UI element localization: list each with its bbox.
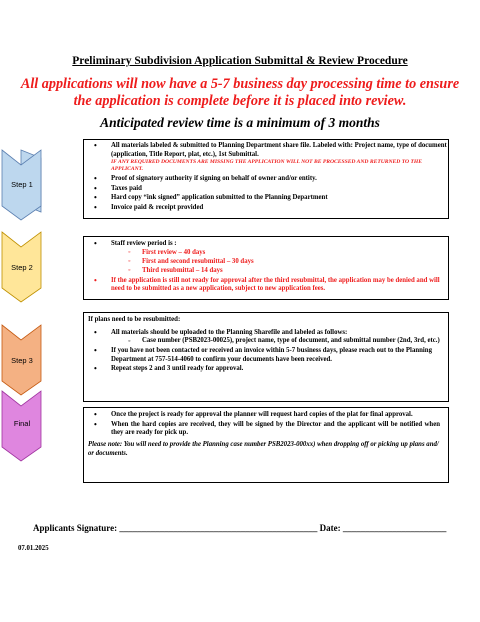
step1-item-text: Hard copy “ink signed” application submitted to the Planning Department: [111, 194, 328, 202]
denial-warning: • If the application is still not ready for approval after the third resubmittal, the application may be denied and will need to be submitted as a new application, subject to new application fees.: [84, 277, 448, 294]
step1-item: [84, 185, 448, 194]
step1-item-text: Taxes paid: [111, 184, 142, 192]
final-item: • When the hard copies are received, they will be signed by the Director and the applicant will be notified when they are ready for pick up.: [84, 421, 448, 438]
review-period: ◦ Third resubmittal – 14 days: [111, 267, 448, 276]
step3-item: [84, 329, 448, 346]
review-period: ◦ First review – 40 days: [111, 249, 448, 258]
step1-item-text: Invoice paid & receipt provided: [111, 204, 204, 212]
step1-item-text: Proof of signatory authority if signing on behalf of owner and/or entity.: [111, 174, 317, 182]
label-format: ◦ Case number (PSB2023-00025), project name, type of document, and submittal number (2nd, 3rd, etc.): [111, 337, 440, 346]
step3-item: • If you have not been contacted or received an invoice within 5-7 business days, please reach out to the Planning Department at 757-514-4060 to confirm your documents have been received.: [84, 347, 448, 364]
step1-label: Step 1: [11, 180, 33, 189]
missing-documents-warning: IF ANY REQUIRED DOCUMENTS ARE MISSING THE APPLICATION WILL NOT BE PROCESSED AND RETURNED TO THE APPLICANT.: [111, 159, 422, 173]
final-label: Final: [13, 419, 31, 428]
revision-date: 07.01.2025: [18, 545, 49, 552]
step1-item: [84, 175, 448, 184]
review-period-intro: Staff review period is :: [111, 240, 177, 247]
review-period-item: [84, 240, 448, 275]
final-box: [83, 407, 449, 483]
step3-box: [83, 312, 449, 402]
review-time-notice: Anticipated review time is a minimum of 3 months: [100, 115, 380, 130]
document-title: Preliminary Subdivision Application Submittal & Review Procedure: [72, 55, 408, 67]
step3-item: • Repeat steps 2 and 3 until ready for approval.: [84, 365, 448, 374]
step3-item-text: All materials should be uploaded to the Planning Sharefile and labeled as follows:: [111, 328, 348, 336]
step1-item-text: All materials labeled & submitted to Planning Department share file. Labeled with: Project name, type of document (application, Title Report, plat, etc.), 1st Submittal.: [111, 142, 447, 158]
applicant-signature-line: Applicants Signature: ____________________________________________ Date: _______________________: [33, 523, 447, 533]
step3-label: Step 3: [11, 356, 33, 365]
final-item: • Once the project is ready for approval the planner will request hard copies of the plat for final approval.: [84, 411, 448, 420]
step2-box: [83, 236, 449, 300]
step1-item: [84, 204, 448, 213]
processing-notice: All applications will now have a 5-7 business day processing time to ensure the application is complete before it is placed into review.: [20, 76, 460, 109]
review-period: ◦ First and second resubmittal – 30 days: [111, 258, 448, 267]
resubmit-heading: If plans need to be resubmitted:: [88, 316, 181, 323]
step1-item: [84, 194, 448, 203]
step2-label: Step 2: [11, 263, 33, 272]
step1-item: [84, 142, 448, 174]
step1-box: [83, 139, 449, 219]
case-number-note: Please note: You will need to provide the Planning case number PSB2023-000xx) when dropping off or picking up plans and/ or documents.: [88, 441, 439, 457]
